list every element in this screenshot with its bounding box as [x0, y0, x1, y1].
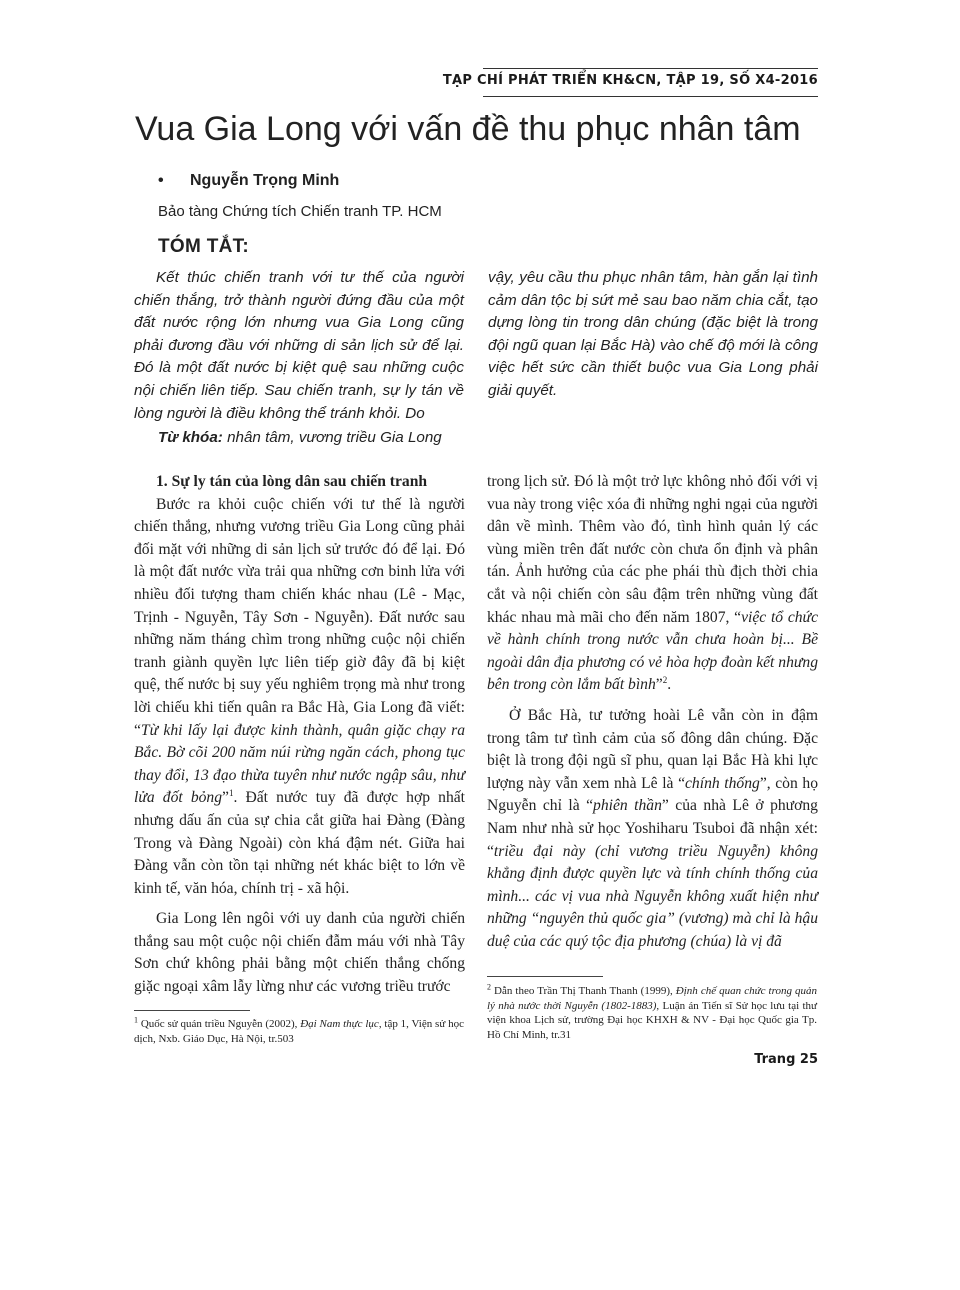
footnote-2 — [487, 984, 817, 1042]
author-row — [158, 172, 339, 190]
footnote-1-number: 1 — [134, 1015, 138, 1025]
footnote-ref-2: 2 — [662, 675, 668, 686]
author-affiliation: Bảo tàng Chứng tích Chiến tranh TP. HCM — [158, 203, 442, 220]
author-name: Nguyễn Trọng Minh — [190, 172, 340, 189]
footnote-2-title: Định chế quan chức trong quản lý nhà nước thời Nguyễn (1802-1883) — [487, 985, 817, 1012]
r2-text-a: Ở Bắc Hà, tư tưởng hoài Lê vẫn còn in đậm trong tâm tư tình cảm của số đông dân chúng. Đặc biệt là trong đội ngũ sĩ phu, quan lại Bắc Hà khi lực lượng này vẫn xem nhà Lê là “ — [487, 706, 818, 792]
footnote-rule-right — [487, 976, 603, 977]
header-rule-top — [483, 68, 818, 69]
footnote-1-text-b: , tập 1, Viện sử học dịch, Nxb. Giáo Dục, Hà Nội, tr.503 — [134, 1018, 464, 1045]
footnote-2-number: 2 — [487, 982, 491, 992]
page-number: Trang 25 — [754, 1052, 818, 1067]
abstract-right-column: vậy, yêu cầu thu phục nhân tâm, hàn gắn lại tình cảm dân tộc bị sứt mẻ sau bao năm chia cắt, tạo dựng lòng tin trong dân chúng (đặc biệt là trong đội ngũ quan lại Bắc Hà) vào chế độ mới là công việc hết sức cần thiết buộc vua Gia Long phải giải quyết. — [488, 269, 818, 399]
r2-quote-2: phiên thần — [593, 797, 662, 815]
footnote-2-text-a: Dẫn theo Trần Thị Thanh Thanh (1999), — [491, 985, 676, 997]
body-paragraph-3: trong lịch sử. Đó là một trở lực không nhỏ đối với vị vua này trong việc xóa đi những nghi ngại của người dân về mình. Thêm vào đó, tình hình quản lý các vùng miền trên đất nước còn chưa ổn định và phân tán. Ảnh hưởng của các phe phái thù địch thời chia cắt và nội chiến còn sâu đậm trên những vùng đất khác nhau mà mãi cho đến năm 1807, “việc tổ chức về hành chính trong nước vẫn chưa hoàn bị... Bề ngoài dân địa phương có vẻ hòa hợp đoàn kết nhưng bên trong còn lắm bất bình”$^2$. — [487, 473, 818, 694]
journal-header: TẠP CHÍ PHÁT TRIỂN KH&CN, TẬP 19, SỐ X4-2016 — [442, 73, 818, 88]
r2-text-c: ” của nhà Lê ở phương Nam như nhà sử học Yoshiharu Tsuboi đã nhận xét: “ — [487, 797, 818, 860]
section-heading: 1. Sự ly tán của lòng dân sau chiến tranh — [156, 473, 428, 490]
r1-text-end: . — [667, 676, 672, 694]
footnote-1-text-a: Quốc sử quán triều Nguyễn (2002), — [138, 1018, 301, 1030]
keywords-text: nhân tâm, vương triều Gia Long — [222, 429, 442, 446]
footnote-ref-1: 1 — [228, 788, 234, 799]
footnote-1-title: Đại Nam thực lục — [300, 1018, 379, 1030]
r2-text-b: ”, còn họ Nguyễn chỉ là “ — [487, 774, 818, 815]
p1-quote: Từ khi lấy lại được kinh thành, quân giặc chạy ra Bắc. Bờ cõi 200 năm núi rừng ngăn cách, phong tục thay đổi, 13 đạo thừa tuyên như nước ngập sâu, như lửa đốt bỏng — [134, 721, 465, 807]
body-right-column — [487, 471, 818, 953]
footnote-rule-left — [134, 1010, 250, 1011]
body-paragraph-4 — [487, 705, 818, 954]
p1-text-b: . Đất nước tuy đã được hợp nhất nhưng dấu ấn của sự chia cắt giữa hai Đàng (Đàng Trong và Đàng Ngoài) còn khá đậm nét. Giữa hai Đàng vẫn còn tồn tại những nét khác biệt to lớn về kinh tế, văn hóa, chính trị - xã hội. — [134, 789, 465, 897]
r1-text-a: trong lịch sử. Đó là một trở lực không nhỏ đối với vị vua này trong việc xóa đi những nghi ngại của người dân về mình. Thêm vào đó, tình hình quản lý các vùng miền trên đất nước còn chưa ổn định và phân tán. Ảnh hưởng của các phe phái thù địch thời chia cắt và nội chiến còn sâu đậm trên những vùng đất khác nhau mà mãi cho đến năm 1807, “ — [487, 473, 818, 626]
r1-quote: việc tổ chức về hành chính trong nước vẫn chưa hoàn bị... Bề ngoài dân địa phương có vẻ hòa hợp đoàn kết nhưng bên trong còn lắm bất bình — [487, 608, 818, 694]
body-left-column — [134, 471, 465, 999]
header-rule-bottom — [483, 96, 818, 97]
body-paragraph-2: Gia Long lên ngôi với uy danh của người chiến thắng sau một cuộc nội chiến đẫm máu với nhà Tây Sơn chứ không phải bằng một chiến thắng chống giặc ngoại xâm lẫy lừng như các vương triều trước — [134, 910, 465, 996]
body-paragraph-1: Bước ra khỏi cuộc chiến với tư thế là người chiến thắng, nhưng vương triều Gia Long cũng phải đối mặt với những di sản lịch sử trước đó để lại. Đó là một đất nước vừa trải qua những cơn binh lửa với nhiều đối tượng tham chiến khác nhau (Lê - Mạc, Trịnh - Nguyễn, Tây Sơn - Nguyễn). Đất nước sau những năm tháng chìm trong những cuộc nội chiến tranh giành quyền lực liên tiếp giờ đây đã bị kiệt quệ, thế nước bị suy yếu nghiêm trọng mà như trong lời chiếu khi tiến quân ra Bắc Hà, Gia Long đã viết: “Từ khi lấy lại được kinh thành, quân giặc chạy ra Bắc. Bờ cõi 200 năm núi rừng ngăn cách, phong tục thay đổi, 13 đạo thừa tuyên như nước ngập sâu, như lửa đốt bỏng”$^1$. Đất nước tuy đã được hợp nhất nhưng dấu ấn của sự chia cắt giữa hai Đàng (Đàng Trong và Đàng Ngoài) còn khá đậm nét. Giữa hai Đàng vẫn còn tồn tại những nét khác biệt to lớn về kinh tế, văn hóa, chính trị - xã hội. — [134, 495, 465, 897]
footnote-2-text-b: , Luận án Tiến sĩ Sử học lưu tại thư viện khoa Lịch sử, trường Đại học KHXH & NV - Đại học Quốc gia Tp. Hồ Chí Minh, tr.31 — [487, 999, 817, 1041]
abstract-left-column: Kết thúc chiến tranh với tư thế của người chiến thắng, trở thành người đứng đầu của một đất nước rộng lớn nhưng vua Gia Long cũng phải đương đầu với những di sản lịch sử để lại. Đó là một đất nước bị kiệt quệ sau những cuộc nội chiến liên tiếp. Sau chiến tranh, sự ly tán về lòng người là điều không thể tránh khỏi. Do — [134, 269, 464, 422]
abstract-heading: TÓM TẮT: — [158, 236, 250, 257]
p1-text-a: Bước ra khỏi cuộc chiến với tư thế là người chiến thắng, nhưng vương triều Gia Long cũng phải đối mặt với những di sản lịch sử trước đó để lại. Đó là một đất nước vừa trải qua những cơn binh lửa với nhiều đối tượng tham chiến khác nhau (Lê - Mạc, Trịnh - Nguyễn, Tây Sơn - Nguyễn). Đất nước sau những năm tháng chìm trong những cuộc nội chiến tranh giành quyền lực liên tiếp giờ đây đã bị kiệt quệ, thế nước bị suy yếu nghiêm trọng mà như trong lời chiếu khi tiến quân ra Bắc Hà, Gia Long đã viết: “ — [134, 495, 465, 739]
r2-quote-3: triều đại này (chỉ vương triều Nguyễn) không khẳng định được quyền lực và tính chính thống của mình... các vị vua nhà Nguyễn không xuất hiện như những “nguyên thủ quốc gia” (vương) mà chỉ là hậu duệ của các quý tộc địa phương (chúa) là vị đã — [487, 842, 818, 950]
article-title: Vua Gia Long với vấn đề thu phục nhân tâm — [135, 110, 801, 148]
r2-quote-1: chính thống — [685, 774, 760, 792]
footnote-1 — [134, 1017, 464, 1046]
keywords-label: Từ khóa: — [158, 429, 223, 446]
author-bullet: • — [158, 172, 164, 189]
keywords — [158, 429, 442, 446]
